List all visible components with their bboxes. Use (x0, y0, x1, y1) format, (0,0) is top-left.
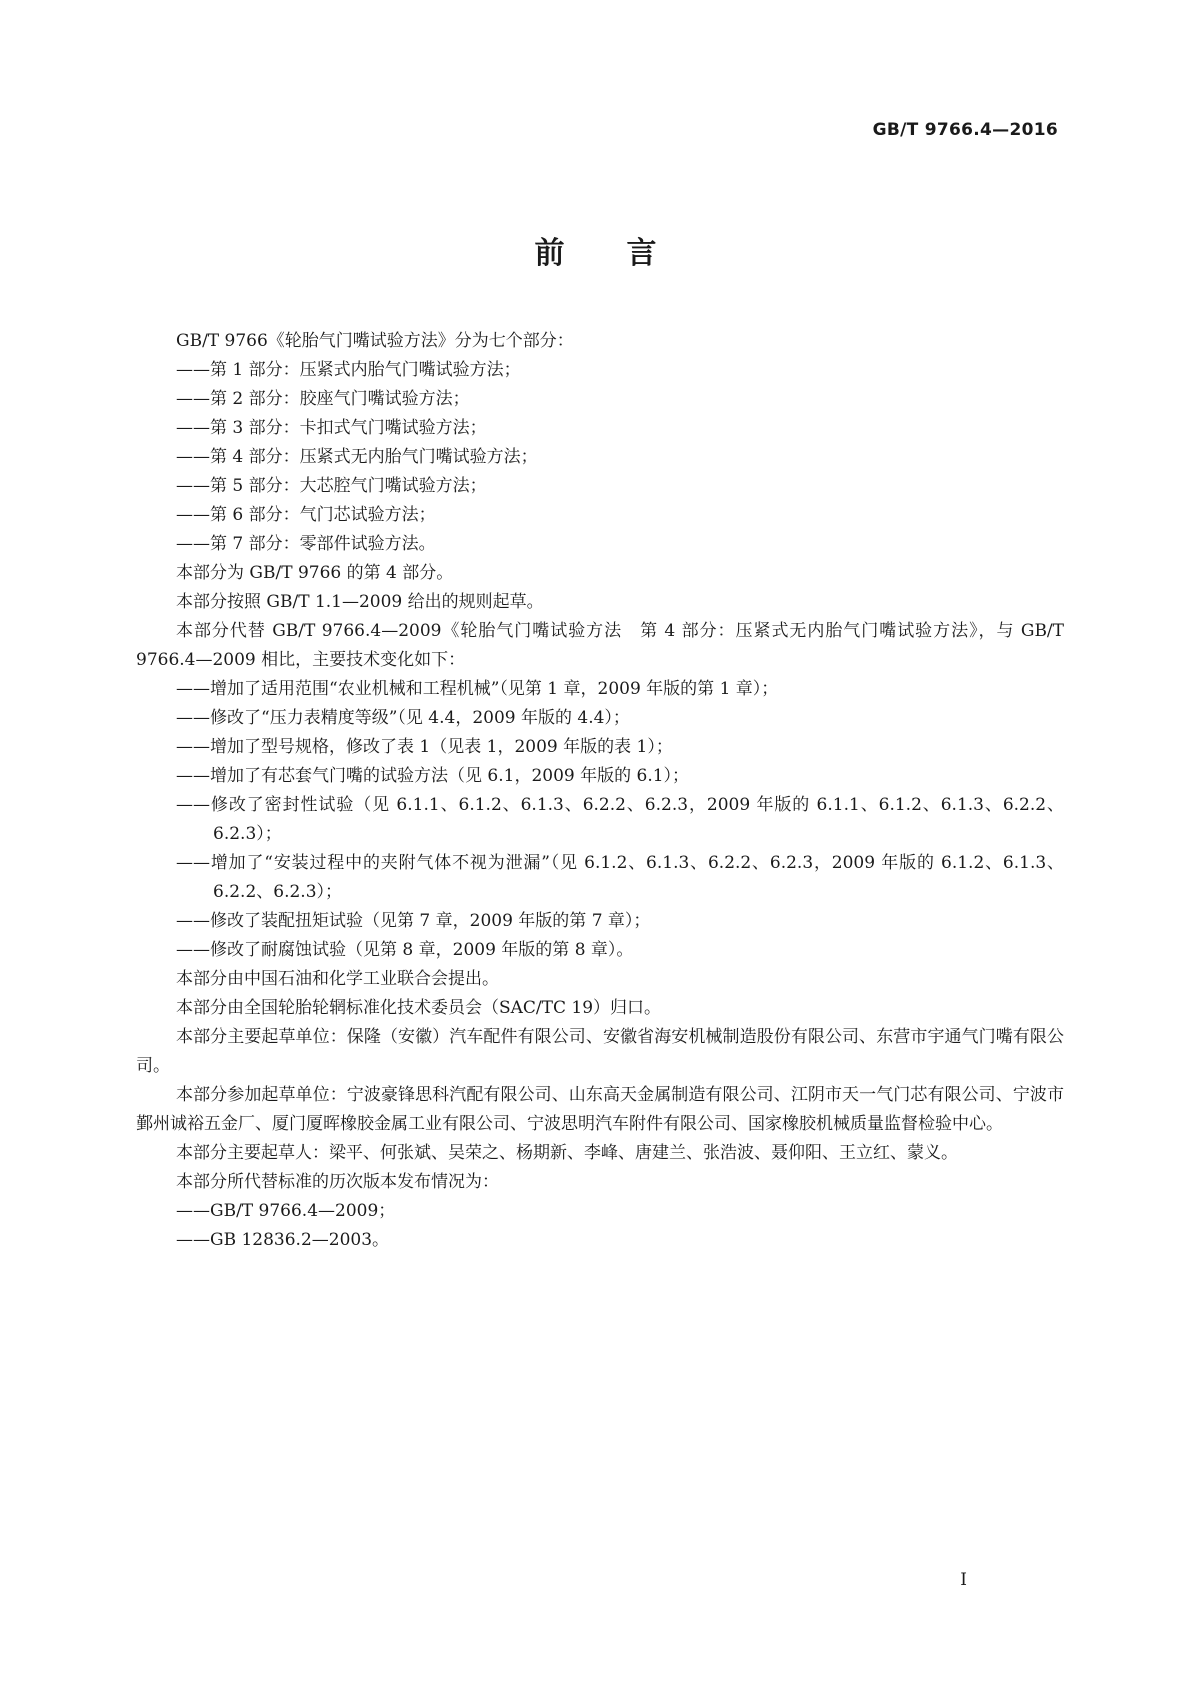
paragraph: 本部分由全国轮胎轮辋标准化技术委员会（SAC/TC 19）归口。 (176, 998, 662, 1018)
paragraph: 本部分主要起草单位：保隆（安徽）汽车配件有限公司、安徽省海安机械制造股份有限公司、东营市宇通气门嘴有限公司。 (136, 1027, 1064, 1076)
page-title-char-1: 前 (534, 236, 565, 271)
paragraph: GB/T 9766《轮胎气门嘴试验方法》分为七个部分： (176, 331, 574, 351)
list-item: ——第 6 部分：气门芯试验方法； (176, 505, 436, 525)
list-item: ——第 2 部分：胶座气门嘴试验方法； (176, 389, 470, 409)
paragraph: 本部分主要起草人：梁平、何张斌、吴荣之、杨期新、李峰、唐建兰、张浩波、聂仰阳、王立红、蒙义。 (176, 1143, 958, 1163)
list-item: ——修改了耐腐蚀试验（见第 8 章，2009 年版的第 8 章）。 (176, 940, 634, 960)
paragraph: 本部分参加起草单位：宁波豪锋思科汽配有限公司、山东高天金属制造有限公司、江阴市天一气门芯有限公司、宁波市鄞州诚裕五金厂、厦门厦晖橡胶金属工业有限公司、宁波思明汽车附件有限公司、国家橡胶机械质量监督检验中心。 (136, 1085, 1064, 1134)
list-item: ——增加了型号规格，修改了表 1（见表 1，2009 年版的表 1）； (176, 737, 673, 757)
list-item: ——修改了装配扭矩试验（见第 7 章，2009 年版的第 7 章）； (176, 911, 651, 931)
list-item: ——第 5 部分：大芯腔气门嘴试验方法； (176, 476, 487, 496)
paragraph: 本部分由中国石油和化学工业联合会提出。 (176, 969, 499, 989)
page-title-char-2: 言 (626, 236, 657, 271)
standard-code: GB/T 9766.4—2016 (872, 120, 1058, 140)
list-item: ——修改了密封性试验（见 6.1.1、6.1.2、6.1.3、6.2.2、6.2.3，2009 年版的 6.1.1、6.1.2、6.1.3、6.2.2、6.2.3）； (176, 795, 1064, 844)
paragraph: 本部分所代替标准的历次版本发布情况为： (176, 1172, 499, 1192)
page-number: I (960, 1570, 967, 1590)
page-title (0, 228, 1191, 272)
list-item: ——增加了“安装过程中的夹附气体不视为泄漏”（见 6.1.2、6.1.3、6.2.2、6.2.3，2009 年版的 6.1.2、6.1.3、6.2.2、6.2.3）； (176, 853, 1064, 902)
list-item: ——修改了“压力表精度等级”（见 4.4，2009 年版的 4.4）； (176, 708, 630, 728)
list-item: ——增加了适用范围“农业机械和工程机械”（见第 1 章，2009 年版的第 1 章）； (176, 679, 779, 699)
list-item: ——第 4 部分：压紧式无内胎气门嘴试验方法； (176, 447, 538, 467)
paragraph: 本部分代替 GB/T 9766.4—2009《轮胎气门嘴试验方法 第 4 部分：压紧式无内胎气门嘴试验方法》，与 GB/T 9766.4—2009 相比，主要技术变化如下： (136, 621, 1064, 670)
paragraph: 本部分按照 GB/T 1.1—2009 给出的规则起草。 (176, 592, 544, 612)
list-item: ——增加了有芯套气门嘴的试验方法（见 6.1，2009 年版的 6.1）； (176, 766, 690, 786)
list-item: ——第 7 部分：零部件试验方法。 (176, 534, 436, 554)
list-item: ——第 1 部分：压紧式内胎气门嘴试验方法； (176, 360, 521, 380)
paragraph: 本部分为 GB/T 9766 的第 4 部分。 (176, 563, 454, 583)
list-item: ——GB/T 9766.4—2009； (176, 1201, 396, 1221)
foreword-body (136, 327, 1064, 1255)
list-item: ——第 3 部分：卡扣式气门嘴试验方法； (176, 418, 487, 438)
list-item: ——GB 12836.2—2003。 (176, 1230, 390, 1250)
